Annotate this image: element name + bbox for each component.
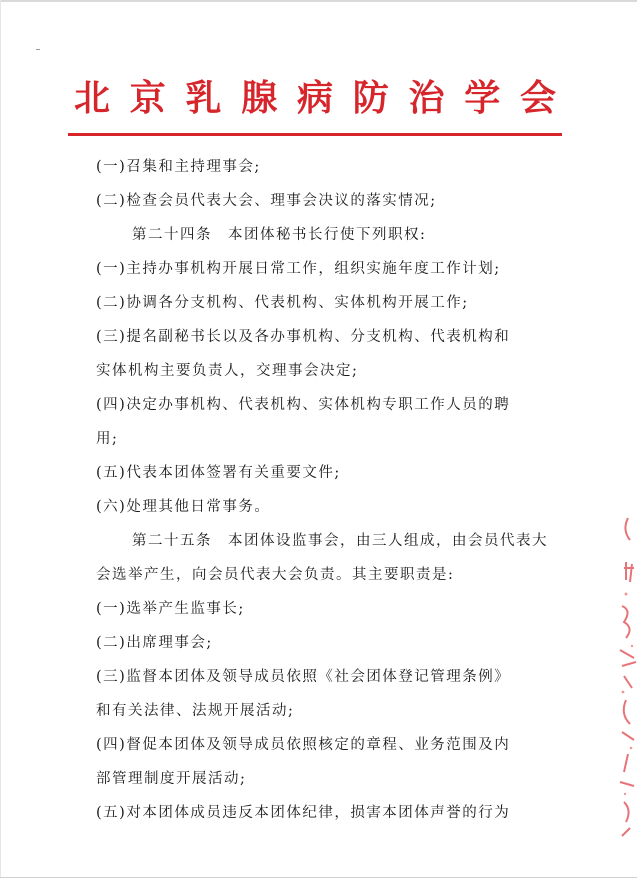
page-left-edge (0, 0, 1, 878)
letterhead-char: 腺 (241, 77, 278, 119)
article-heading: 第二十五条 本团体设监事会，由三人组成，由会员代表大 (132, 533, 548, 549)
clause-continuation: 部管理制度开展活动; (96, 771, 247, 787)
letterhead-char: 乳 (185, 77, 222, 119)
clause-item: (三)提名副秘书长以及各办事机构、分支机构、代表机构和 (96, 329, 511, 345)
letterhead-title (70, 74, 560, 122)
letterhead-char: 京 (129, 77, 166, 119)
letterhead-char: 病 (296, 77, 333, 119)
clause-continuation: 会选举产生，向会员代表大会负责。其主要职责是: (96, 567, 455, 583)
letterhead-char: 学 (464, 77, 501, 119)
clause-continuation: 用; (96, 431, 119, 447)
clause-item: (四)督促本团体及领导成员依照核定的章程、业务范围及内 (96, 737, 511, 753)
clause-item: (三)监督本团体及领导成员依照《社会团体登记管理条例》 (96, 669, 511, 685)
seal-stamp-fragment (614, 510, 637, 840)
clause-continuation: 实体机构主要负责人，交理事会决定; (96, 363, 359, 379)
clause-item: (二)检查会员代表大会、理事会决议的落实情况; (96, 193, 437, 209)
clause-item: (四)决定办事机构、代表机构、实体机构专职工作人员的聘 (96, 397, 511, 413)
page-top-edge (0, 0, 637, 2)
clause-continuation: 和有关法律、法规开展活动; (96, 703, 295, 719)
article-heading: 第二十四条 本团体秘书长行使下列职权: (132, 227, 427, 243)
clause-item: (一)选举产生监事长; (96, 601, 245, 617)
clause-item: (六)处理其他日常事务。 (96, 499, 271, 515)
letterhead-char: 防 (352, 77, 389, 119)
clause-item: (一)召集和主持理事会; (96, 159, 261, 175)
clause-item: (二)出席理事会; (96, 635, 213, 651)
letterhead-char: 治 (408, 77, 445, 119)
scan-speck (36, 49, 40, 50)
document-body (96, 150, 548, 830)
letterhead-char: 会 (519, 77, 556, 119)
clause-item: (五)对本团体成员违反本团体纪律，损害本团体声誉的行为 (96, 805, 511, 821)
clause-item: (二)协调各分支机构、代表机构、实体机构开展工作; (96, 295, 469, 311)
letterhead-char: 北 (73, 77, 110, 119)
letterhead-red-rule (68, 133, 562, 136)
clause-item: (一)主持办事机构开展日常工作，组织实施年度工作计划; (96, 261, 501, 277)
clause-item: (五)代表本团体签署有关重要文件; (96, 465, 341, 481)
